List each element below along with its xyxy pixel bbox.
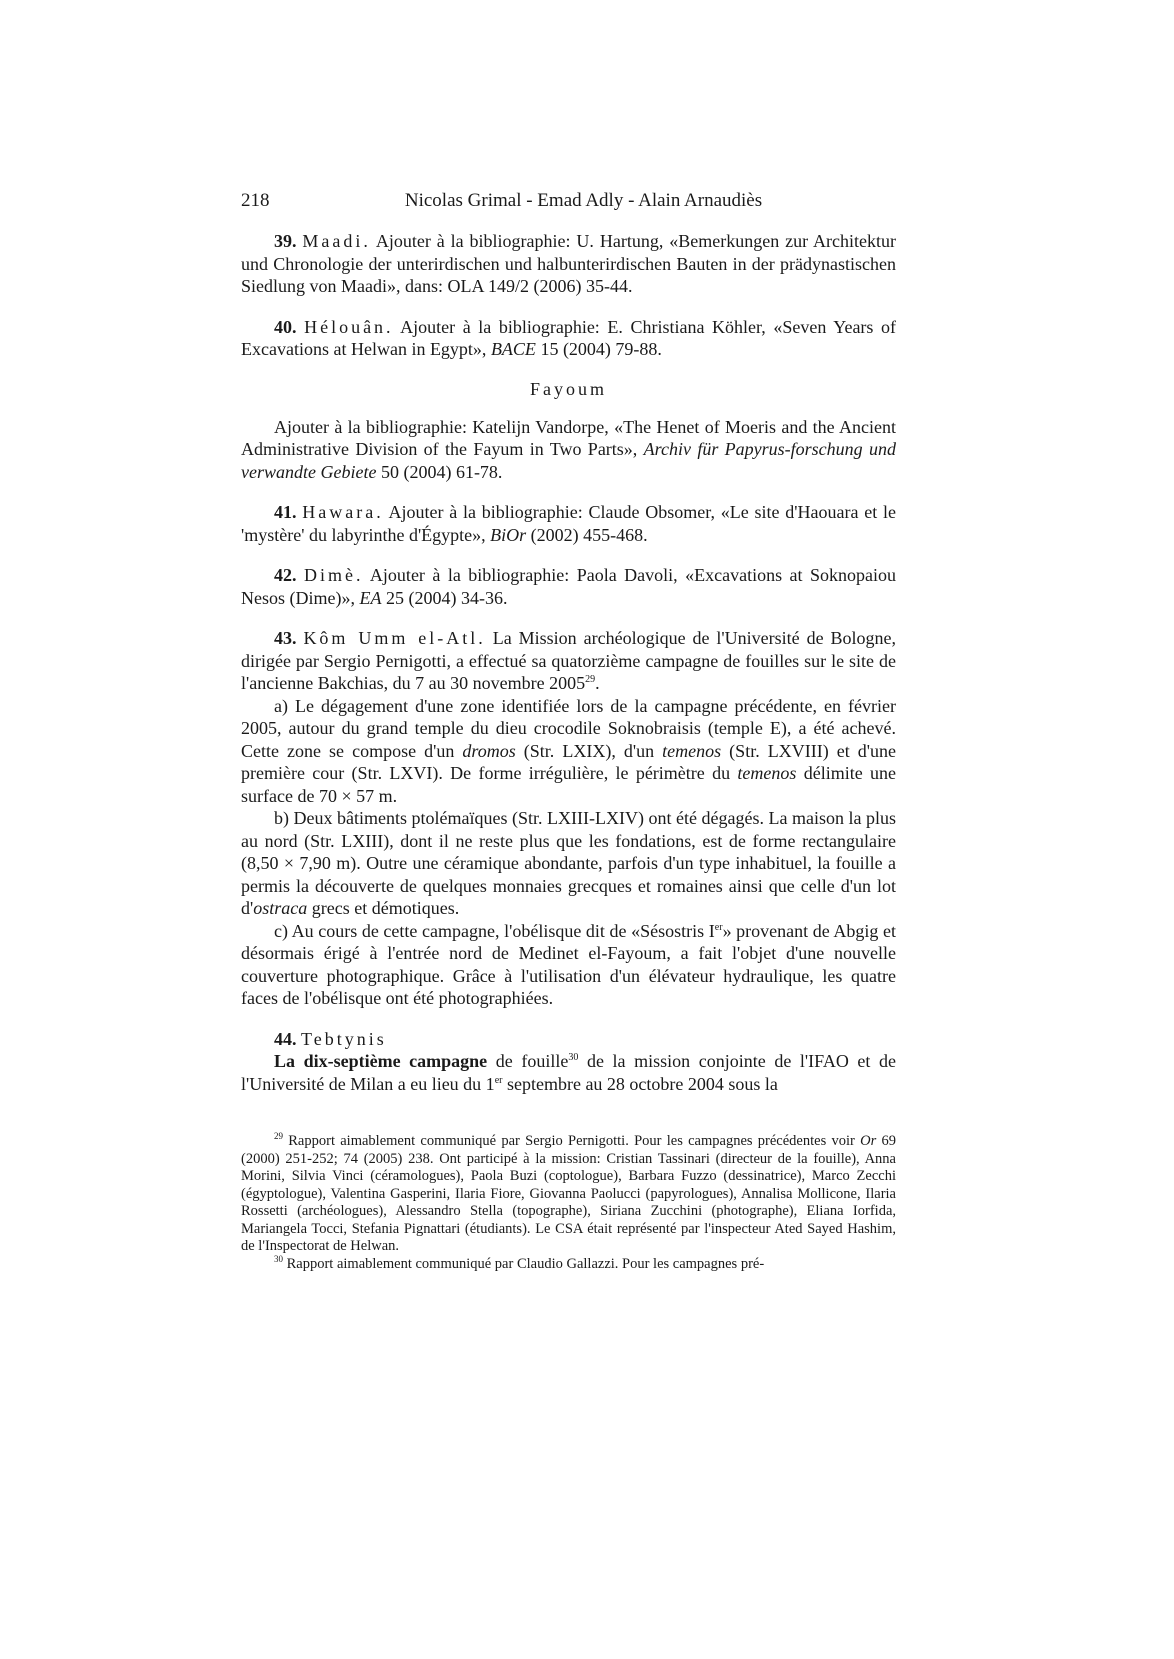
entry-text: » provenant de Abgig et désormais érigé à l'entrée nord de Medinet el-Fayoum, a fait l'objet d'une nouvelle couverture photographique. Grâce à l'utilisation d'un élévateur hydraulique, les quatre faces de l'obélisque ont été photographiées. — [241, 920, 896, 1008]
entry-text: c) Au cours de cette campagne, l'obélisque dit de «Sésostris I — [274, 920, 715, 941]
footnote-ref: 30 — [568, 1052, 579, 1063]
entry-text: La Mission archéologique de l'Université de Bologne, dirigée par Sergio Pernigotti, a effectué sa quatorzième campagne de fouilles sur le site de l'ancienne Bakchias, du 7 au 30 novembre 2005 — [241, 628, 896, 693]
journal-title: Or — [860, 1133, 877, 1149]
entry-42 — [241, 564, 896, 609]
entry-number: 42. — [274, 565, 297, 585]
site-name: Tebtynis — [301, 1028, 387, 1049]
entry-number: 39. — [274, 231, 297, 251]
site-name: Hélouân. — [304, 316, 394, 337]
entry-text: b) Deux bâtiments ptolémaïques (Str. LXIII-LXIV) ont été dégagés. La maison la plus au nord (Str. LXIII), dont il ne reste plus que les fondations, est de forme rectangulaire (8,50 × 7,90 m). Outre une céramique abondante, parfois d'un type inhabituel, la fouille a permis la découverte de quelques monnaies grecques et romaines ainsi que celle d'un lot d' — [241, 808, 896, 918]
footnote-text: Rapport aimablement communiqué par Claudio Gallazzi. Pour les campagnes pré- — [283, 1255, 765, 1272]
site-name: Maadi. — [302, 231, 371, 251]
entry-40 — [241, 316, 896, 361]
entry-41 — [241, 501, 896, 546]
section-heading: Fayoum — [529, 378, 607, 399]
entry-text: de fouille — [487, 1051, 569, 1071]
fayoum-intro — [241, 416, 896, 484]
footnote-number: 30 — [274, 1253, 283, 1264]
running-header — [241, 190, 896, 230]
entry-text: Ajouter à la bibliographie: E. Christiana Köhler, «Seven Years of Excavations at Helwan in Egypt», — [241, 316, 896, 359]
journal-title: Archiv für Papyrus-forschung und verwandte Gebiete — [241, 439, 896, 482]
footnote-number: 29 — [274, 1131, 283, 1142]
entry-text: Ajouter à la bibliographie: U. Hartung, «Bemerkungen zur Architektur und Chronologie der unterirdischen und halbunterirdischen Bauten in der prädynastischen Siedlung von Maadi», dans: OLA 149/2 (2006) 35-44. — [241, 231, 897, 296]
entry-text: de la mission conjointe de l'IFAO et de l'Université de Milan a eu lieu du 1 — [241, 1051, 896, 1094]
entry-43 — [241, 627, 896, 1010]
journal-title: BACE — [490, 339, 536, 359]
entry-text: Ajouter à la bibliographie: Claude Obsomer, «Le site d'Haouara et le 'mystère' du labyrinthe d'Égypte», — [241, 502, 896, 545]
site-name: Kôm Umm el-Atl. — [303, 628, 486, 648]
entry-number: 41. — [274, 502, 297, 522]
footnote-text: Rapport aimablement communiqué par Sergio Pernigotti. Pour les campagnes précédentes voir — [283, 1133, 861, 1149]
entry-number: 44. — [274, 1028, 297, 1049]
entry-number: 40. — [274, 316, 297, 337]
italic-term: ostraca — [253, 898, 308, 918]
italic-term: temenos — [662, 740, 722, 761]
entry-text: (2002) 455-468. — [526, 524, 648, 545]
footnote-text: 69 (2000) 251-252; 74 (2005) 238. Ont participé à la mission: Cristian Tassinari (directeur de la fouille), Anna Morini, Silvia Vinci (céramologues), Paola Buzi (coptologue), Barbara Fuzzo (dessinatrice), Marco Zecchi (égyptologue), Valentina Gasperini, Ilaria Fiore, Giovanna Paolucci (papyrologues), Annalisa Mollicone, Ilaria Rossetti (archéologues), Alessandro Stella (topographe), Siriana Zucchini (photographe), Eliana Iorfida, Mariangela Tocci, Stefania Pignattari (étudiants). Le CSA était représenté par l'inspecteur Ated Sayed Hashim, de l'Inspectorat de Helwan. — [241, 1133, 896, 1254]
italic-term: temenos — [737, 763, 797, 783]
page-number: 218 — [241, 190, 270, 211]
running-title: Nicolas Grimal - Emad Adly - Alain Arnaudiès — [404, 190, 763, 211]
journal-title: EA — [359, 587, 382, 608]
entry-text: 25 (2004) 34-36. — [381, 587, 508, 608]
footnote-ref: 29 — [585, 674, 596, 685]
entry-text: a) Le dégagement d'une zone identifiée lors de la campagne précédente, en février 2005, autour du grand temple du dieu crocodile Soknobraisis (temple E), a été achevé. Cette zone se compose d'un — [241, 695, 896, 761]
site-name: Hawara. — [302, 502, 384, 522]
italic-term: dromos — [462, 740, 516, 761]
entry-text: 15 (2004) 79-88. — [535, 339, 662, 359]
footnotes — [241, 1133, 896, 1273]
journal-title: BiOr — [490, 524, 527, 545]
entry-text: 50 (2004) 61-78. — [376, 461, 503, 482]
entry-39 — [241, 230, 896, 298]
entry-text: grecs et démotiques. — [307, 898, 460, 918]
footnote-30 — [241, 1253, 896, 1274]
site-name: Dimè. — [303, 565, 364, 585]
paragraph-a — [241, 695, 896, 808]
page-body — [241, 190, 896, 1113]
footnote-29 — [241, 1133, 896, 1256]
entry-text: Ajouter à la bibliographie: Katelijn Vandorpe, «The Henet of Moeris and the Ancient Administrative Division of the Fayum in Two Parts», — [241, 416, 896, 459]
superscript: er — [494, 1074, 503, 1086]
entry-text: (Str. LXVIII) et d'une première cour (Str. LXVI). De forme irrégulière, le périmètre du — [241, 740, 897, 783]
paragraph-b — [241, 807, 896, 920]
entry-text: (Str. LXIX), d'un — [515, 740, 663, 761]
entry-text: Ajouter à la bibliographie: Paola Davoli, «Excavations at Soknopaiou Nesos (Dime)», — [241, 565, 897, 608]
entry-text: septembre au 28 octobre 2004 sous la — [502, 1073, 778, 1094]
entry-44 — [241, 1028, 896, 1096]
entry-text: délimite une surface de 70 × 57 m. — [241, 763, 896, 806]
entry-number: 43. — [274, 628, 297, 648]
bold-lead: La dix-septième campagne — [274, 1051, 488, 1071]
paragraph-c — [241, 920, 896, 1010]
entry-text: . — [595, 673, 600, 693]
superscript: er — [714, 921, 723, 933]
